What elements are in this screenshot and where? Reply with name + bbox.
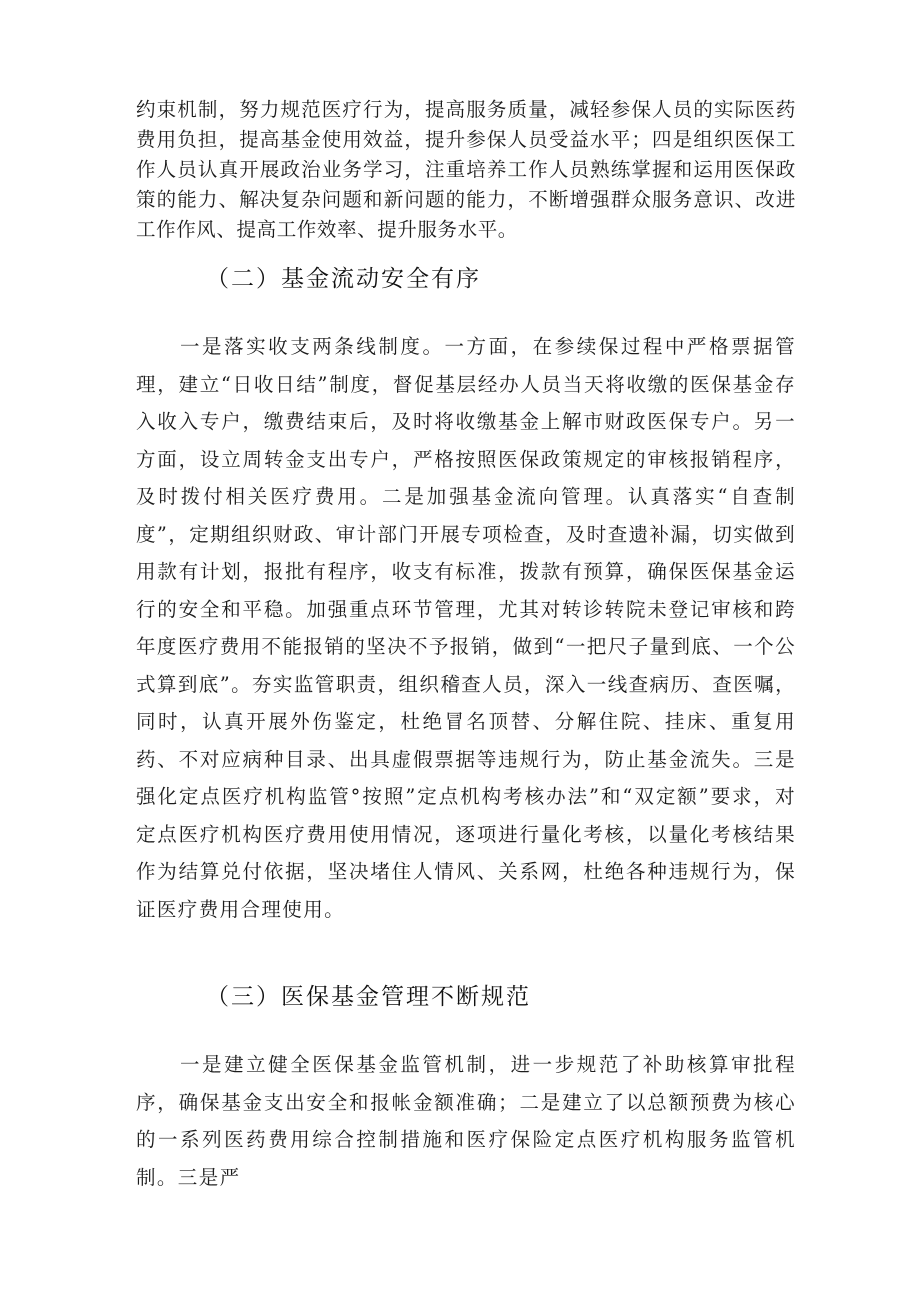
- paragraph-continuation: 约束机制，努力规范医疗行为，提高服务质量，减轻参保人员的实际医药费用负担，提高基金使用效益，提升参保人员受益水平；四是组织医保工作人员认真开展政治业务学习，注重培养工作人员熟练掌握和运用医保政策的能力、解决复杂问题和新问题的能力，不断增强群众服务意识、改进工作作风、提高工作效率、提升服务水平。: [136, 98, 796, 241]
- section-body-fund-management: 一是建立健全医保基金监管机制，进一步规范了补助核算审批程序，确保基金支出安全和报帐金额准确；二是建立了以总额预费为核心的一系列医药费用综合控制措施和医疗保险定点医疗机构服务监管机制。三是严: [136, 1053, 796, 1189]
- section-heading-fund-management: （三）医保基金管理不断规范: [206, 984, 531, 1010]
- section-heading-fund-flow: （二）基金流动安全有序: [206, 266, 481, 292]
- section-body-fund-flow: 一是落实收支两条线制度。一方面，在参续保过程中严格票据管理，建立“日收日结”制度，督促基层经办人员当天将收缴的医保基金存入收入专户，缴费结束后，及时将收缴基金上解市财政医保专户。另一方面，设立周转金支出专户，严格按照医保政策规定的审核报销程序，及时拨付相关医疗费用。二是加强基金流向管理。认真落实“自查制度”，定期组织财政、审计部门开展专项检查，及时查遗补漏，切实做到用款有计划，报批有程序，收支有标准，拨款有预算，确保医保基金运行的安全和平稳。加强重点环节管理，尤其对转诊转院未登记审核和跨年度医疗费用不能报销的坚决不予报销，做到“一把尺子量到底、一个公式算到底”。夯实监管职责，组织稽查人员，深入一线查病历、查医嘱，同时，认真开展外伤鉴定，杜绝冒名顶替、分解住院、挂床、重复用药、不对应病种目录、出具虚假票据等违规行为，防止基金流失。三是强化定点医疗机构监管°按照”定点机构考核办法”和“双定额”要求，对定点医疗机构医疗费用使用情况，逐项进行量化考核，以量化考核结果作为结算兑付依据，坚决堵住人情风、关系网，杜绝各种违规行为，保证医疗费用合理使用。: [136, 335, 796, 921]
